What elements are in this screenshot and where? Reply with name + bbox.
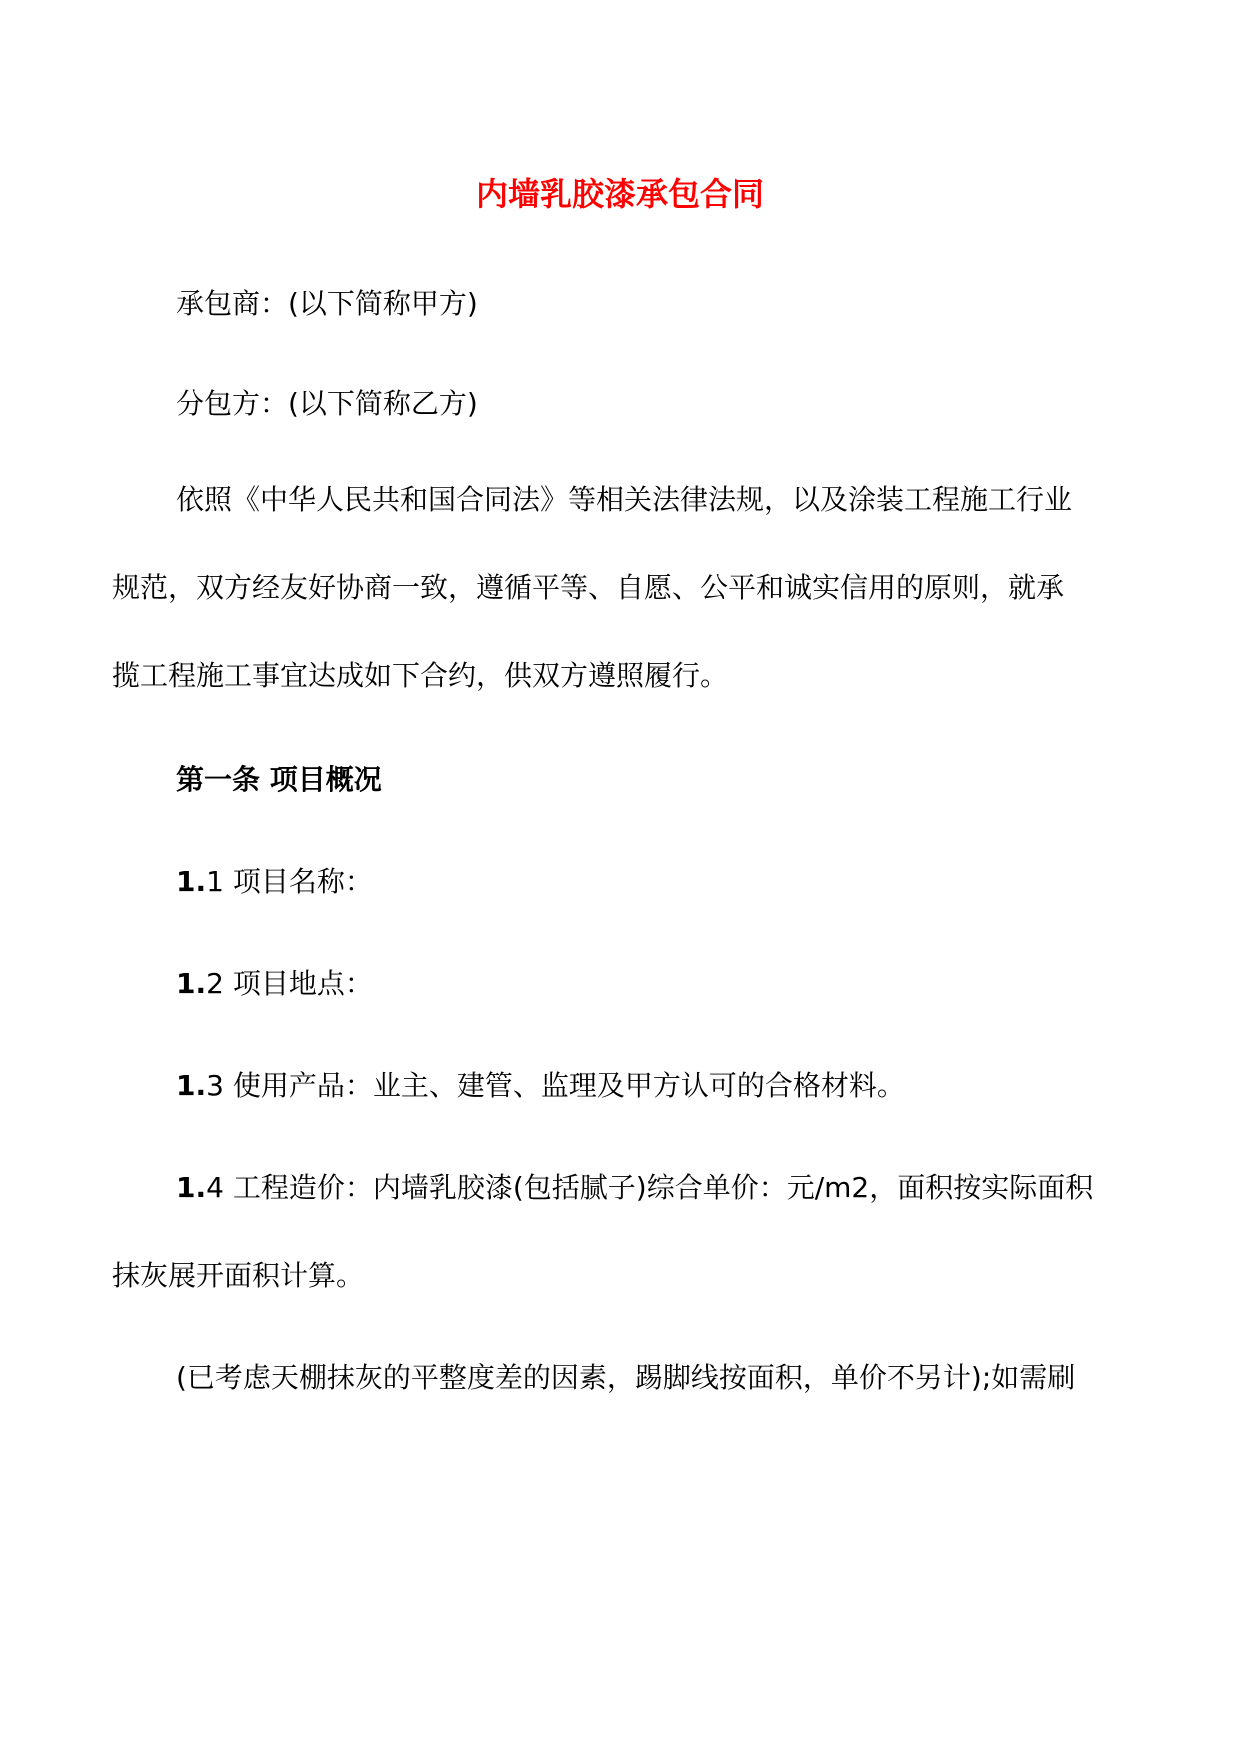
article-1-heading: 第一条 项目概况 xyxy=(176,763,382,796)
note-line: (已考虑天棚抹灰的平整度差的因素，踢脚线按面积，单价不另计);如需刷 xyxy=(176,1361,1076,1394)
item-1-4-continuation: 抹灰展开面积计算。 xyxy=(112,1259,365,1292)
item-text: 4 工程造价：内墙乳胶漆(包括腻子)综合单价：元/m2，面积按实际面积 xyxy=(206,1171,1094,1204)
document-title: 内墙乳胶漆承包合同 xyxy=(475,175,764,213)
item-number: 1. xyxy=(176,1171,207,1204)
party-b-line: 分包方：(以下简称乙方) xyxy=(176,387,478,420)
item-1-4 xyxy=(176,1166,1093,1210)
item-number: 1. xyxy=(176,967,207,1000)
item-number: 1. xyxy=(176,1069,207,1102)
intro-line-3: 揽工程施工事宜达成如下合约，供双方遵照履行。 xyxy=(112,659,729,692)
intro-line-1: 依照《中华人民共和国合同法》等相关法律法规，以及涂装工程施工行业 xyxy=(176,483,1073,516)
item-1-2 xyxy=(176,962,373,1006)
item-1-3 xyxy=(176,1064,905,1108)
item-text: 2 项目地点： xyxy=(206,967,373,1000)
item-number: 1. xyxy=(176,865,207,898)
item-text: 1 项目名称： xyxy=(206,865,373,898)
intro-line-2: 规范，双方经友好协商一致，遵循平等、自愿、公平和诚实信用的原则，就承 xyxy=(112,571,1065,604)
party-a-line: 承包商：(以下简称甲方) xyxy=(176,287,478,320)
item-text: 3 使用产品：业主、建管、监理及甲方认可的合格材料。 xyxy=(206,1069,905,1102)
item-1-1 xyxy=(176,860,373,904)
